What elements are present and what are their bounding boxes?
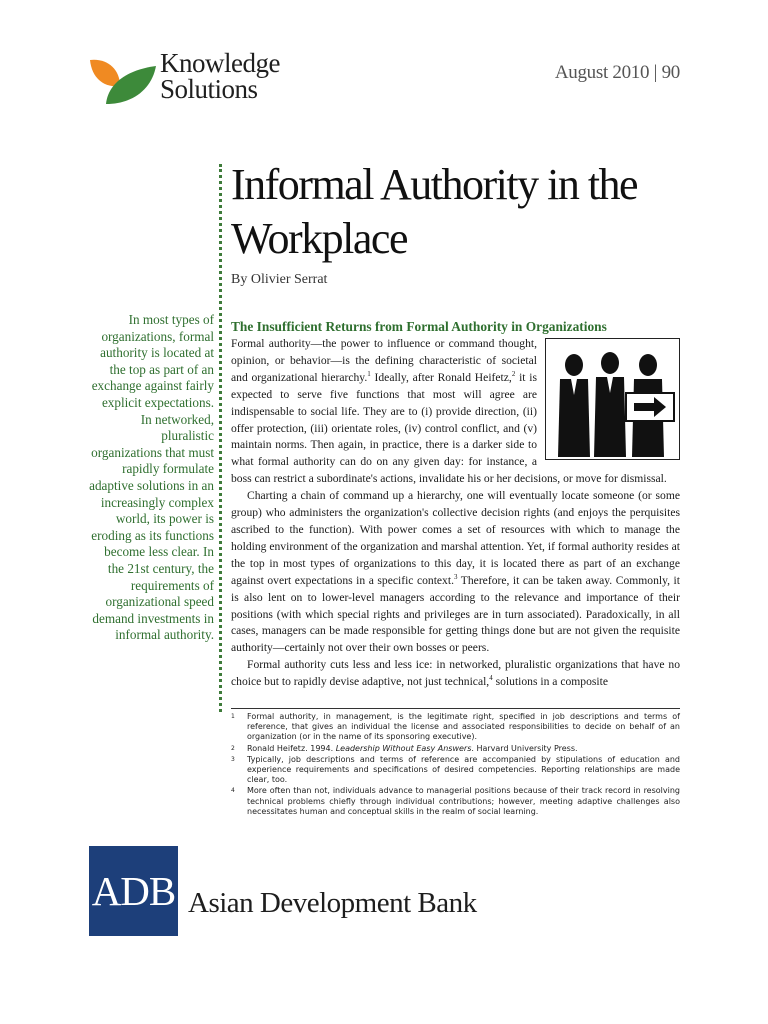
- issue-date-number: August 2010 | 90: [554, 62, 680, 83]
- footnote-number: 2: [231, 744, 235, 752]
- logo-line-1: Knowledge: [160, 48, 280, 78]
- knowledge-solutions-logo: [86, 50, 316, 110]
- footnote-number: 1: [231, 713, 235, 720]
- footnote-ref-2[interactable]: 2: [511, 369, 516, 378]
- adb-logo: ADB: [89, 846, 178, 936]
- article-title: Informal Authority in the Workplace: [231, 160, 638, 263]
- footnote-4: [231, 786, 680, 817]
- paragraph-2: Charting a chain of command up a hierarchy, one will eventually locate someone (or some group) who administers the organization's collective decision rights (and enjoys the perquisites ascribed to the function). With power comes a set of resources with which to manage the holding environment of the organization and marshal attention. Yet, if formal authority resides at the top in most types of organizations to this day, it is located there as part of an exchange against overt expectations in a specific context.$^3$ Therefore, it can be taken away. Commonly, it is also lent on to lower-level managers according to the relevance and importance of their positions (with which special rights and privileges are in turn associated). Paradoxically, in all cases, managers can be made responsible for getting things done but are not given the requisite authority—certainly not over their own bosses or peers.: [231, 489, 680, 655]
- footnote-text: Formal authority, in management, is the legitimate right, specified in job descriptions and terms of reference, that gives an individual the license and associated responsibilities to decide on behalf of an organization (or in the name of its sponsoring executive).: [247, 712, 680, 742]
- footnotes: [231, 712, 680, 818]
- footnote-text: More often than not, individuals advance to managerial positions because of their track record in resolving technical problems chiefly through individual contributions; however, meeting adaptive challenges also necessitates human and conceptual skills in the realm of social learning.: [247, 786, 680, 816]
- leaf-logo-icon: [86, 52, 158, 108]
- dotted-divider: [219, 164, 222, 712]
- businessmen-illustration: [545, 338, 680, 460]
- footnote-2: [231, 744, 680, 754]
- businessmen-with-arrow-sign-icon: [546, 339, 679, 459]
- footnote-1: [231, 712, 680, 743]
- footnote-3: [231, 755, 680, 786]
- section-heading: The Insufficient Returns from Formal Authority in Organizations: [231, 319, 607, 334]
- pull-quote: In most types of organizations, formal authority is located at the top as part of an exchange against fairly explicit expectations. In networked, pluralistic organizations that must rapidly formulate adaptive solutions in an increasingly complex world, its power is eroding as its functions become less clear. In the 21st century, the requirements of organizational speed demand investments in informal authority.: [89, 312, 214, 643]
- footnote-number: 4: [231, 787, 235, 795]
- footnote-text: Ronald Heifetz. 1994. Leadership Without Easy Answers. Harvard University Press.: [247, 743, 578, 753]
- adb-name: Asian Development Bank: [188, 887, 477, 919]
- footnote-number: 3: [231, 755, 235, 763]
- logo-wordmark: [160, 50, 280, 102]
- footnote-ref-1[interactable]: 1: [367, 369, 371, 378]
- footnote-text: Typically, job descriptions and terms of reference are accompanied by stipulations of education and experience requirements and specifications of desired competencies. Reporting relationships are made clear, too.: [247, 754, 680, 785]
- byline: By Olivier Serrat: [231, 272, 328, 287]
- article-body: [231, 336, 680, 691]
- footnote-rule: [231, 708, 680, 709]
- footnote-ref-3[interactable]: 3: [453, 572, 458, 581]
- paragraph-3: Formal authority cuts less and less ice: in networked, pluralistic organizations that have no choice but to rapidly devise adaptive, not just technical,$^4$ solutions in a composite: [231, 658, 680, 689]
- logo-line-2: Solutions: [160, 74, 258, 104]
- paragraph-1: Formal authority—the power to influence or command thought, opinion, or behavior—is the defining characteristic of societal and organizational hierarchy.$^1$ Ideally, after Ronald Heifetz,$^2$ it is expected to serve five functions that most will agree are indispensable to social life. They are to (i) provide direction, (ii) offer protection, (iii) orientate roles, (iv) control conflict, and (v) maintain norms. Then again, in practice, there is a darker side to what formal authority can do on any given day: for instance, a boss can restrict a subordinate's actions, invalidate his or her decisions, or move for dismissal.: [231, 337, 667, 486]
- footnote-ref-4[interactable]: 4: [489, 674, 493, 683]
